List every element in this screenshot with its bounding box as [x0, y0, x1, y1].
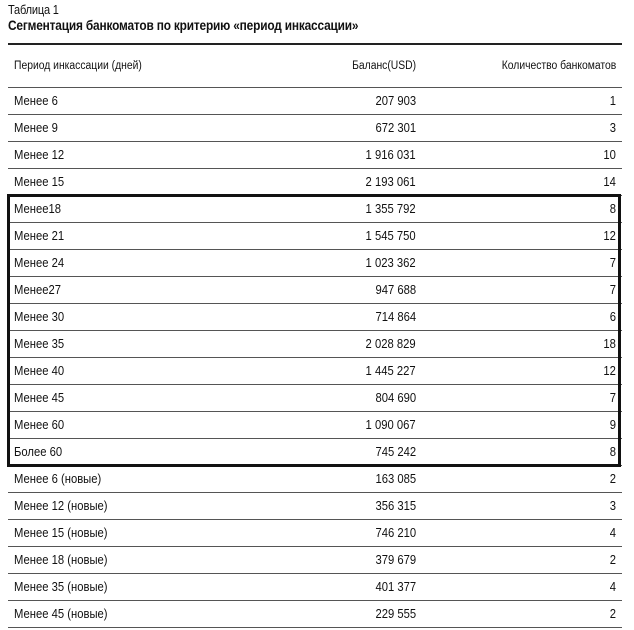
atm-count-cell: 4 — [420, 574, 622, 601]
period-cell: Менее 12 — [8, 142, 220, 169]
header-balance: Баланс(USD) — [220, 44, 420, 88]
period-cell: Менее 24 — [8, 250, 220, 277]
balance-cell: 207 903 — [220, 88, 420, 115]
atm-count-cell: 9 — [420, 412, 622, 439]
table-row — [8, 304, 622, 331]
period-cell: Менее18 — [8, 196, 220, 223]
period-cell: Менее27 — [8, 277, 220, 304]
period-cell: Менее 30 — [8, 304, 220, 331]
period-cell: Менее 6 — [8, 88, 220, 115]
table-row — [8, 88, 622, 115]
balance-cell: 714 864 — [220, 304, 420, 331]
balance-cell: 379 679 — [220, 547, 420, 574]
atm-count-cell: 4 — [420, 520, 622, 547]
period-cell: Менее 18 (новые) — [8, 547, 220, 574]
period-cell: Более 60 — [8, 439, 220, 466]
atm-count-cell: 3 — [420, 493, 622, 520]
table-row — [8, 196, 622, 223]
balance-cell: 1 355 792 — [220, 196, 420, 223]
table-body — [8, 88, 622, 628]
balance-cell: 2 028 829 — [220, 331, 420, 358]
atm-count-cell: 7 — [420, 385, 622, 412]
balance-cell: 1 090 067 — [220, 412, 420, 439]
period-cell: Менее 35 (новые) — [8, 574, 220, 601]
balance-cell: 163 085 — [220, 466, 420, 493]
balance-cell: 947 688 — [220, 277, 420, 304]
table-row — [8, 385, 622, 412]
period-cell: Менее 6 (новые) — [8, 466, 220, 493]
table-row — [8, 547, 622, 574]
balance-cell: 672 301 — [220, 115, 420, 142]
balance-cell: 1 545 750 — [220, 223, 420, 250]
table-row — [8, 601, 622, 628]
atm-count-cell: 7 — [420, 277, 622, 304]
header-atm-count: Количество банкоматов — [420, 44, 622, 88]
balance-cell: 229 555 — [220, 601, 420, 628]
table-row — [8, 439, 622, 466]
balance-cell: 804 690 — [220, 385, 420, 412]
atm-count-cell: 2 — [420, 466, 622, 493]
period-cell: Менее 40 — [8, 358, 220, 385]
atm-count-cell: 14 — [420, 169, 622, 196]
atm-count-cell: 2 — [420, 547, 622, 574]
table-row — [8, 142, 622, 169]
table-row — [8, 250, 622, 277]
balance-cell: 401 377 — [220, 574, 420, 601]
atm-segmentation-table — [8, 43, 622, 628]
period-cell: Менее 35 — [8, 331, 220, 358]
atm-count-cell: 3 — [420, 115, 622, 142]
table-caption: Таблица 1 — [8, 3, 59, 17]
atm-count-cell: 12 — [420, 358, 622, 385]
table-row — [8, 358, 622, 385]
atm-count-cell: 18 — [420, 331, 622, 358]
atm-count-cell: 8 — [420, 196, 622, 223]
period-cell: Менее 12 (новые) — [8, 493, 220, 520]
table-row — [8, 574, 622, 601]
period-cell: Менее 9 — [8, 115, 220, 142]
balance-cell: 745 242 — [220, 439, 420, 466]
period-cell: Менее 15 (новые) — [8, 520, 220, 547]
document — [8, 3, 622, 621]
atm-count-cell: 6 — [420, 304, 622, 331]
table-row — [8, 115, 622, 142]
table-row — [8, 277, 622, 304]
balance-cell: 746 210 — [220, 520, 420, 547]
atm-count-cell: 1 — [420, 88, 622, 115]
table-header-row — [8, 44, 622, 88]
period-cell: Менее 15 — [8, 169, 220, 196]
table-row — [8, 331, 622, 358]
table-row — [8, 223, 622, 250]
atm-count-cell: 7 — [420, 250, 622, 277]
table-row — [8, 466, 622, 493]
atm-count-cell: 2 — [420, 601, 622, 628]
balance-cell: 1 023 362 — [220, 250, 420, 277]
balance-cell: 1 445 227 — [220, 358, 420, 385]
table-row — [8, 412, 622, 439]
table-title: Сегментация банкоматов по критерию «период инкассации» — [8, 18, 359, 33]
balance-cell: 1 916 031 — [220, 142, 420, 169]
table-row — [8, 169, 622, 196]
atm-count-cell: 12 — [420, 223, 622, 250]
header-collection-period: Период инкассации (дней) — [8, 44, 220, 88]
period-cell: Менее 45 — [8, 385, 220, 412]
balance-cell: 2 193 061 — [220, 169, 420, 196]
atm-count-cell: 8 — [420, 439, 622, 466]
balance-cell: 356 315 — [220, 493, 420, 520]
period-cell: Менее 60 — [8, 412, 220, 439]
period-cell: Менее 45 (новые) — [8, 601, 220, 628]
period-cell: Менее 21 — [8, 223, 220, 250]
atm-count-cell: 10 — [420, 142, 622, 169]
table-row — [8, 493, 622, 520]
table-row — [8, 520, 622, 547]
